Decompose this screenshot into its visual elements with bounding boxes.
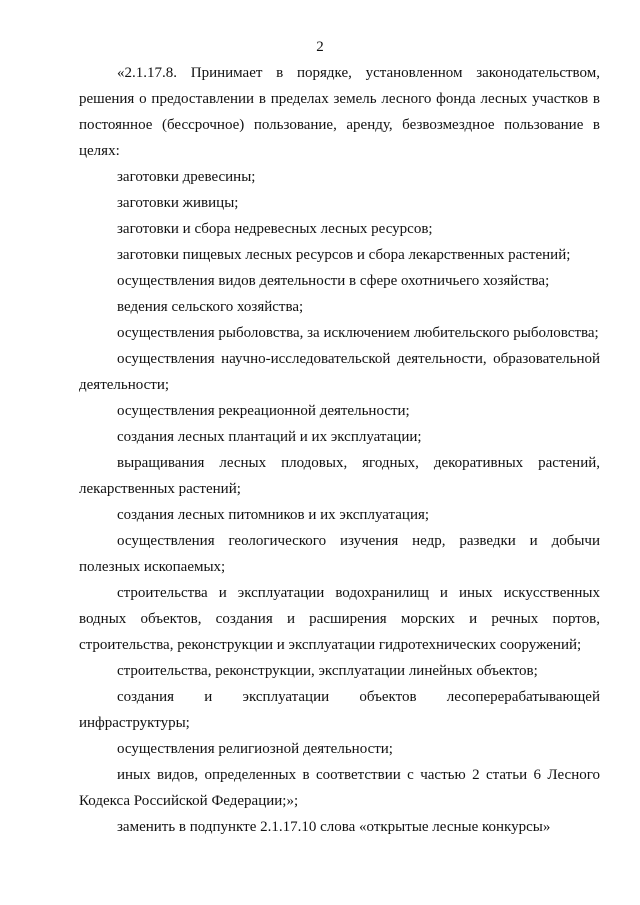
list-item: строительства и эксплуатации водохранилищ и иных искусственных водных объектов, создания и расширения морских и речных портов, строительства, реконструкции и эксплуатации гидротехнических сооружений; [79,585,600,653]
list-item: создания и эксплуатации объектов лесоперерабатывающей инфраструктуры; [79,689,600,731]
paragraph-intro: «2.1.17.8. Принимает в порядке, установленном законодательством, решения о предоставлении в пределах земель лесного фонда лесных участков в постоянное (бессрочное) пользование, аренду, безвозмездное пользование в целях: [79,65,600,159]
page-number: 2 [316,39,324,55]
list-item: осуществления научно-исследовательской деятельности, образовательной деятельности; [79,351,600,393]
document-body [79,60,600,840]
list-item: строительства, реконструкции, эксплуатации линейных объектов; [117,663,538,679]
list-item: заготовки древесины; [117,169,256,185]
list-item: заготовки и сбора недревесных лесных ресурсов; [117,221,433,237]
list-item: создания лесных питомников и их эксплуатация; [117,507,430,523]
list-item: выращивания лесных плодовых, ягодных, декоративных растений, лекарственных растений; [79,455,600,497]
list-item: осуществления геологического изучения недр, разведки и добычи полезных ископаемых; [79,533,600,575]
list-item: ведения сельского хозяйства; [117,299,304,315]
list-item: создания лесных плантаций и их эксплуатации; [117,429,422,445]
paragraph-amendment: заменить в подпункте 2.1.17.10 слова «открытые лесные конкурсы» [117,819,551,835]
list-item: заготовки пищевых лесных ресурсов и сбора лекарственных растений; [117,247,571,263]
list-item: заготовки живицы; [117,195,239,211]
list-item: осуществления рекреационной деятельности; [117,403,410,419]
list-item: иных видов, определенных в соответствии с частью 2 статьи 6 Лесного Кодекса Российской Федерации;»; [79,767,600,809]
list-item: осуществления религиозной деятельности; [117,741,393,757]
list-item: осуществления видов деятельности в сфере охотничьего хозяйства; [117,273,550,289]
list-item: осуществления рыболовства, за исключением любительского рыболовства; [117,325,599,341]
